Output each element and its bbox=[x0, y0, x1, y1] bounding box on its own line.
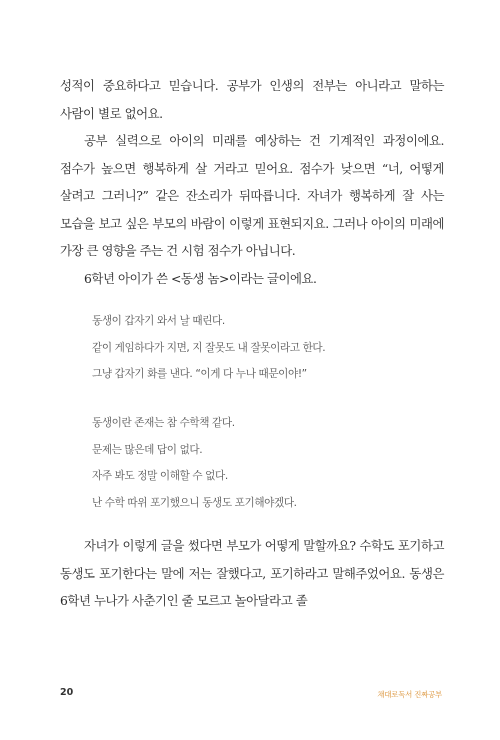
poem-line: 같이 게임하다가 지면, 지 잘못도 내 잘못이라고 한다. bbox=[92, 341, 326, 354]
running-footer-title: 채대로독서 진짜공부 bbox=[377, 690, 442, 699]
paragraph-1: 성적이 중요하다고 믿습니다. 공부가 인생의 전부는 아니라고 말하는 사람이 별로 없어요. bbox=[60, 78, 444, 121]
page-number: 20 bbox=[60, 687, 74, 698]
paragraph-3: 6학년 아이가 쓴 <동생 놈>이라는 글이에요. bbox=[84, 270, 317, 286]
poem-line: 동생이 갑자기 와서 날 때린다. bbox=[92, 315, 225, 327]
poem-stanza-2 bbox=[92, 410, 422, 516]
body-text-top bbox=[60, 72, 444, 292]
paragraph-4: 자녀가 이렇게 글을 썼다면 부모가 어떻게 말할까요? 수학도 포기하고 동생도 포기한다는 말에 저는 잘했다고, 포기하라고 말해주었어요. 동생은 6학년 누나가 사춘기인 줄 모르고 놀아달라고 졸 bbox=[60, 538, 444, 608]
body-text-bottom bbox=[60, 532, 444, 615]
poem-line: 동생이란 존재는 참 수학책 같다. bbox=[92, 417, 235, 429]
poem-stanza-1 bbox=[92, 308, 422, 388]
poem-line: 난 수학 따위 포기했으니 동생도 포기해야겠다. bbox=[92, 496, 297, 509]
poem-line: 문제는 많은데 답이 없다. bbox=[92, 443, 203, 456]
poem-line: 그냥 갑자기 화를 낸다. “이게 다 누나 때문이야!” bbox=[92, 368, 307, 381]
paragraph-2: 공부 실력으로 아이의 미래를 예상하는 건 기계적인 과정이에요. 점수가 높으면 행복하게 살 거라고 믿어요. 점수가 낮으면 “너, 어떻게 살려고 그러니?” 같은 잔소리가 뒤따릅니다. 자녀가 행복하게 잘 사는 모습을 보고 싶은 부모의 바람이 이렇게 표현되지요. 그러나 아이의 미래에 가장 큰 영향을 주는 건 시험 점수가 아닙니다. bbox=[60, 133, 444, 258]
poem-line: 자주 봐도 정말 이해할 수 없다. bbox=[92, 470, 228, 483]
